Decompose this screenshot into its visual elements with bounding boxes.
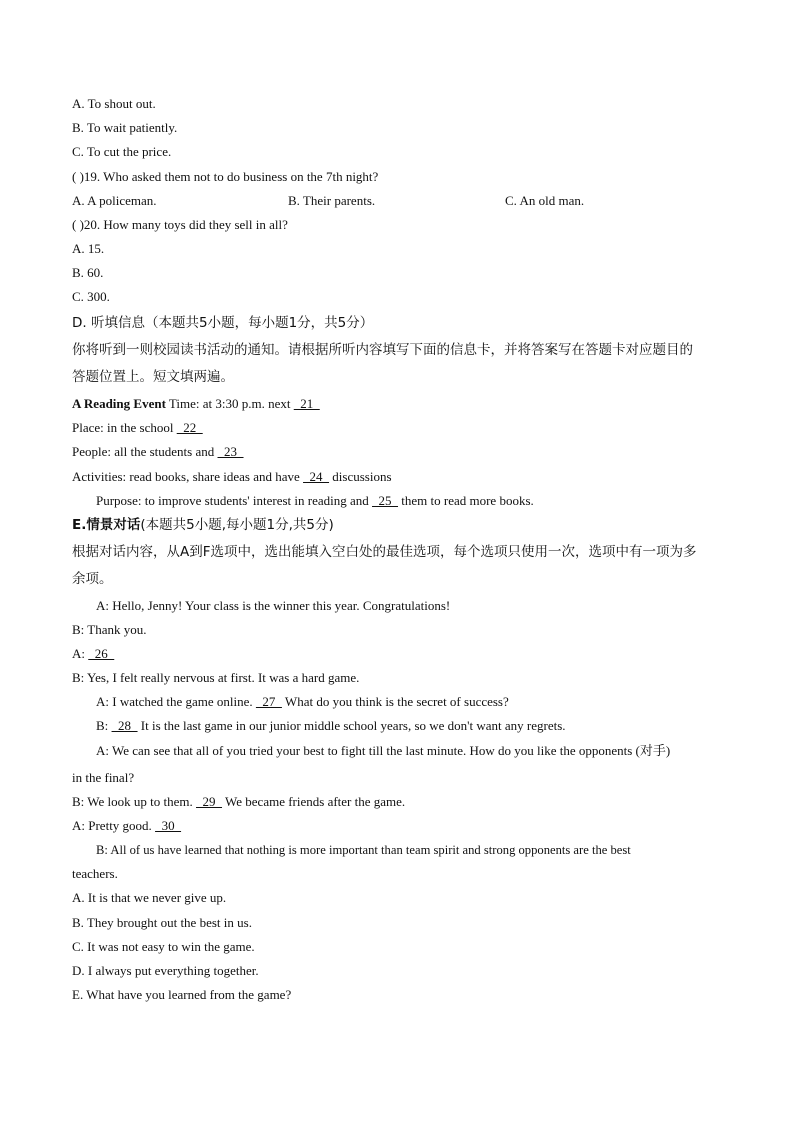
q19-option-a: A. A policeman. (72, 193, 157, 208)
blank-28[interactable]: 28 (111, 718, 138, 733)
answer-option-b: B. They brought out the best in us. (72, 915, 252, 930)
dialogue-text: It is the last game in our junior middle school years, so we don't want any regrets. (137, 718, 566, 733)
dialogue-text: B: We look up to them. (72, 794, 197, 809)
blank-23[interactable]: 23 (217, 444, 244, 459)
card-place-line (72, 420, 203, 436)
dialogue-text: A: We can see that all of you tried your best to fight till the last minute. How do you like the opponents (对手) (96, 743, 671, 758)
q20-option-c: C. 300. (72, 289, 110, 304)
card-place-label: Place: in the school (72, 420, 177, 435)
dialogue-line-7a (96, 743, 670, 759)
blank-22[interactable]: 22 (176, 420, 203, 435)
card-title: A Reading Event (72, 396, 166, 411)
dialogue-speaker: B: (96, 718, 112, 733)
answer-option-e: E. What have you learned from the game? (72, 987, 292, 1002)
q18-option-a: A. To shout out. (72, 96, 156, 111)
section-d-instruction-1: 你将听到一则校园读书活动的通知。请根据所听内容填写下面的信息卡，并将答案写在答题卡对应题目的 (72, 342, 693, 358)
dialogue-line-9 (72, 818, 181, 834)
blank-27[interactable]: 27 (255, 694, 282, 709)
dialogue-line-3 (72, 646, 114, 662)
dialogue-text: A: Pretty good. (72, 818, 156, 833)
dialogue-text: What do you think is the secret of success? (281, 694, 509, 709)
dialogue-line-8 (72, 794, 405, 810)
section-e-instruction-2: 余项。 (72, 571, 113, 587)
q18-option-c: C. To cut the price. (72, 144, 172, 159)
blank-29[interactable]: 29 (196, 794, 223, 809)
answer-option-c: C. It was not easy to win the game. (72, 939, 255, 954)
q20-stem: ( )20. How many toys did they sell in all? (72, 217, 288, 232)
card-people-line (72, 444, 244, 460)
section-d-instruction-2: 答题位置上。短文填两遍。 (72, 369, 234, 385)
dialogue-line-10b: teachers. (72, 866, 118, 881)
card-time-label: Time: at 3:30 p.m. next (165, 396, 294, 411)
blank-21[interactable]: 21 (293, 396, 320, 411)
blank-30[interactable]: 30 (155, 818, 182, 833)
answer-option-a: A. It is that we never give up. (72, 890, 227, 905)
dialogue-line-1: A: Hello, Jenny! Your class is the winner this year. Congratulations! (96, 598, 451, 613)
card-people-label: People: all the students and (72, 444, 218, 459)
dialogue-line-6 (96, 718, 566, 734)
blank-26[interactable]: 26 (88, 646, 115, 661)
answer-option-d: D. I always put everything together. (72, 963, 259, 978)
blank-24[interactable]: 24 (303, 469, 330, 484)
dialogue-line-4: B: Yes, I felt really nervous at first. It was a hard game. (72, 670, 360, 685)
q20-option-a: A. 15. (72, 241, 105, 256)
q20-option-b: B. 60. (72, 265, 104, 280)
dialogue-line-2: B: Thank you. (72, 622, 147, 637)
card-activities-tail: discussions (329, 469, 392, 484)
dialogue-line-10a: B: All of us have learned that nothing is more important than team spirit and strong opponents are the best (96, 843, 631, 857)
section-e-title: E.情景对话 (72, 517, 141, 533)
card-activities-line (72, 469, 392, 485)
section-e-scoring: (本题共5小题,每小题1分,共5分) (140, 517, 334, 533)
q19-option-b: B. Their parents. (288, 193, 376, 208)
dialogue-text: A: I watched the game online. (96, 694, 256, 709)
q19-option-c: C. An old man. (505, 193, 585, 208)
section-d-heading: D. 听填信息（本题共5小题，每小题1分，共5分） (72, 315, 374, 331)
card-purpose-tail: them to read more books. (398, 493, 534, 508)
dialogue-line-5 (96, 694, 509, 710)
dialogue-line-7b: in the final? (72, 770, 135, 785)
q18-option-b: B. To wait patiently. (72, 120, 178, 135)
blank-25[interactable]: 25 (372, 493, 399, 508)
section-e-instruction-1: 根据对话内容，从A到F选项中，选出能填入空白处的最佳选项，每个选项只使用一次，选项中有一项为多 (72, 544, 697, 560)
dialogue-speaker: A: (72, 646, 89, 661)
card-purpose-line (96, 493, 534, 509)
card-purpose-label: Purpose: to improve students' interest in reading and (96, 493, 373, 508)
q19-stem: ( )19. Who asked them not to do business on the 7th night? (72, 169, 379, 184)
card-time-line (72, 396, 320, 412)
dialogue-text: We became friends after the game. (222, 794, 406, 809)
card-activities-label: Activities: read books, share ideas and have (72, 469, 304, 484)
section-e-heading (72, 517, 334, 533)
